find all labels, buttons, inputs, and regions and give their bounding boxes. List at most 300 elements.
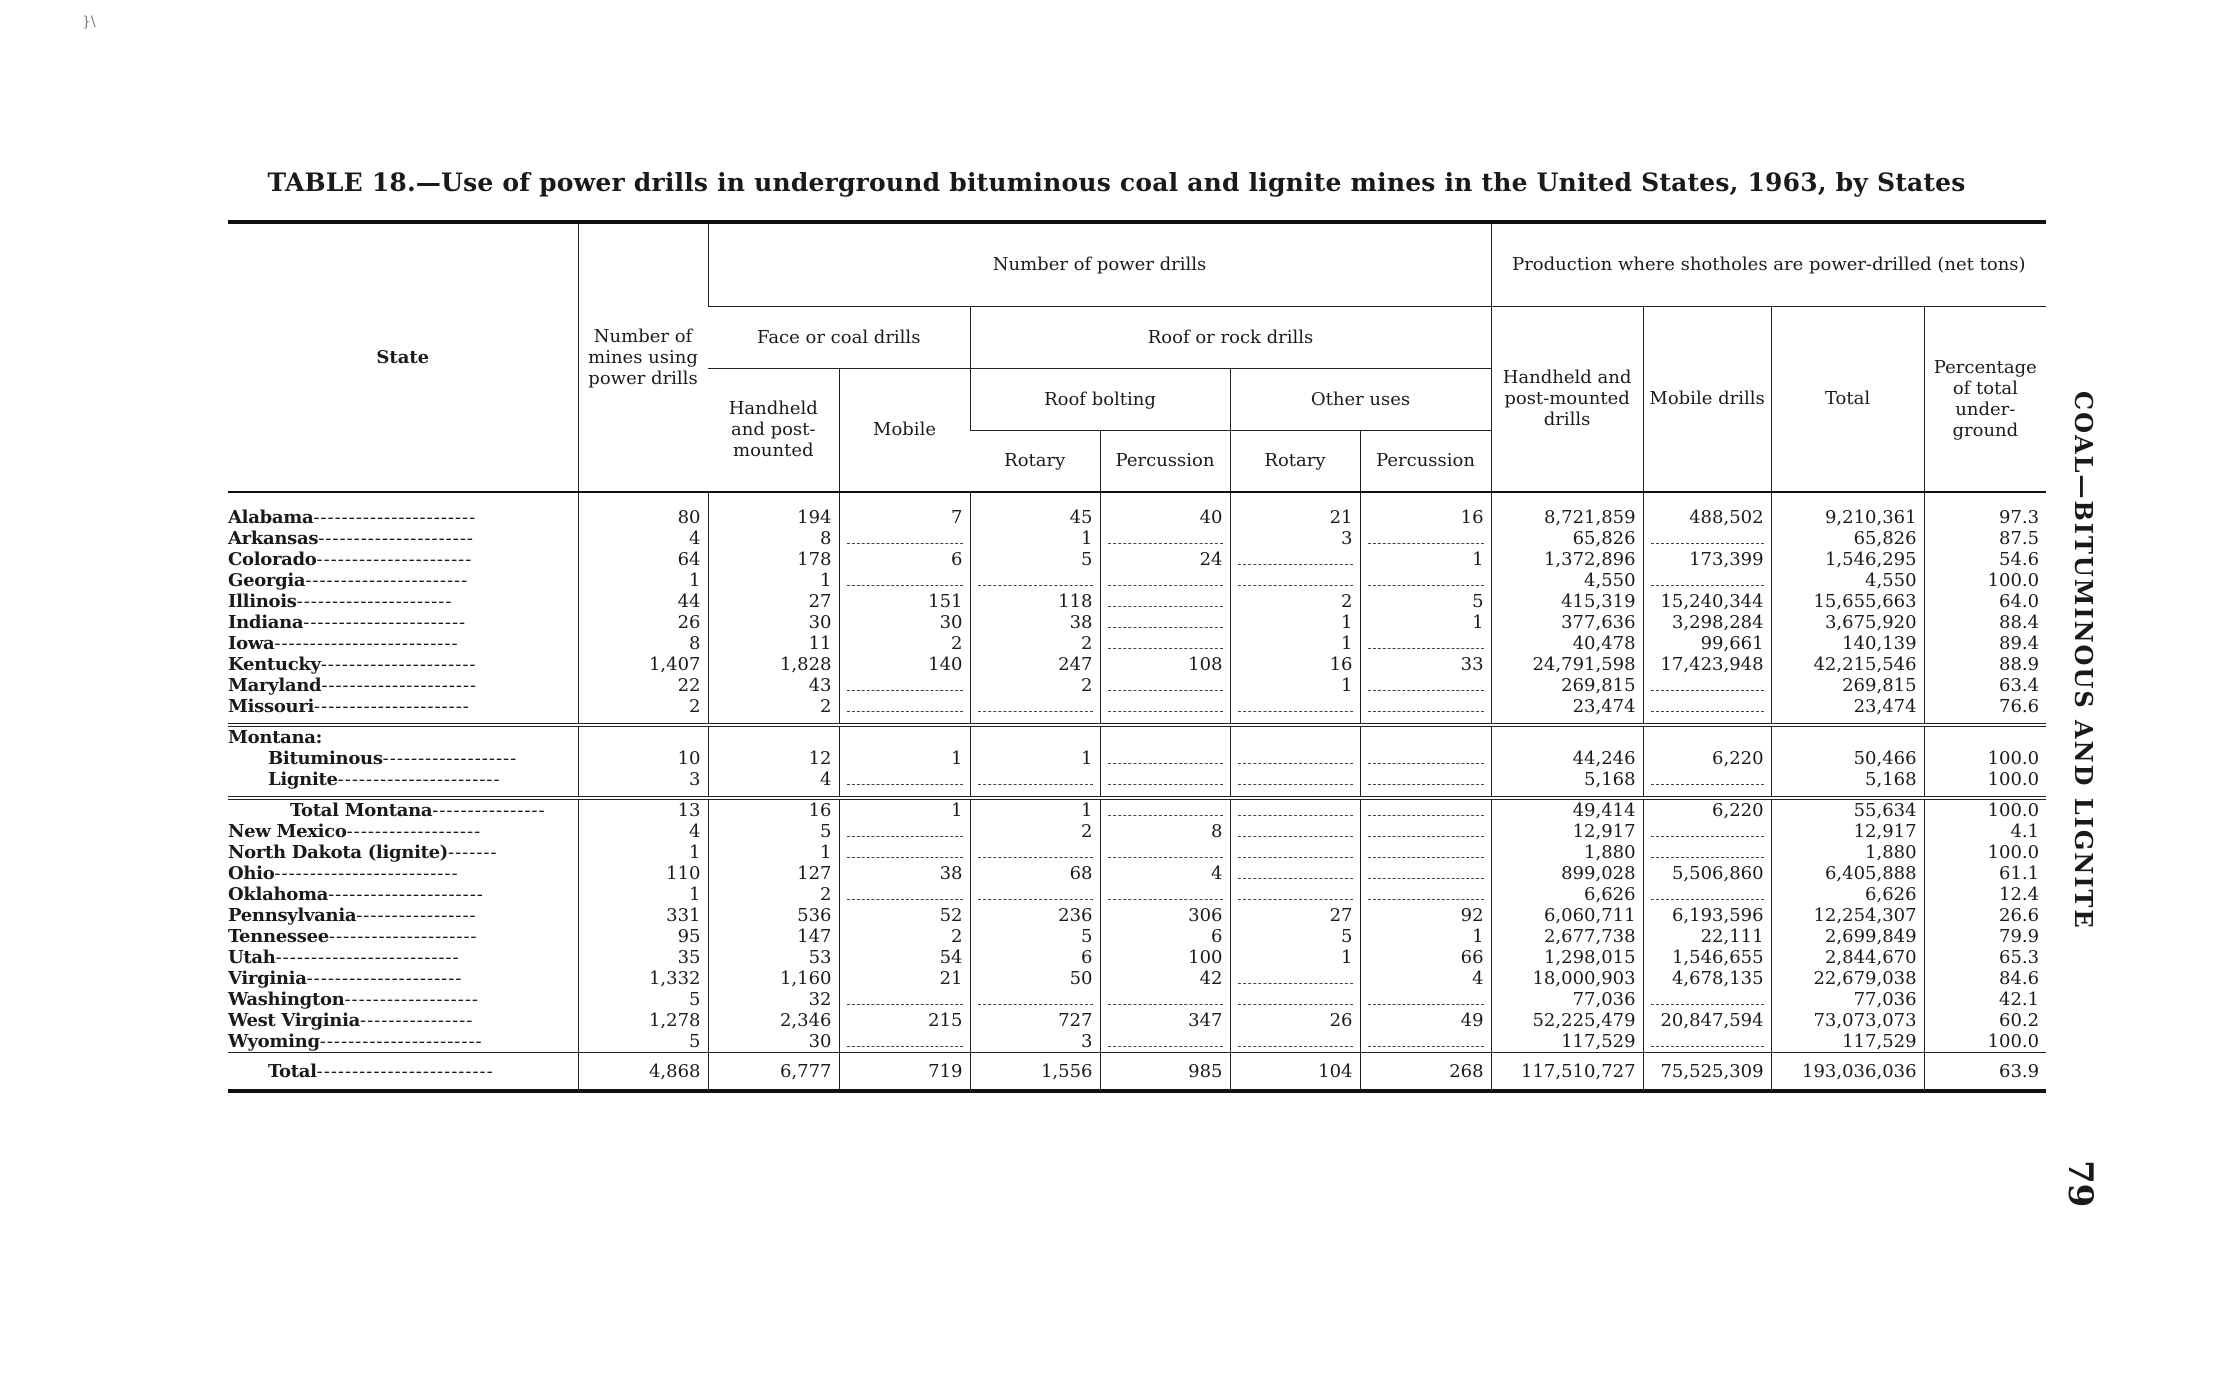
empty-dash (847, 690, 963, 691)
face-handheld-cell: 30 (708, 1031, 839, 1053)
prod-mobile-cell (1643, 696, 1771, 717)
prod-total-cell: 4,550 (1771, 570, 1924, 591)
face-handheld-cell: 4 (708, 769, 839, 790)
state-group-label: Montana: (228, 727, 322, 748)
mines-cell: 1 (578, 884, 708, 905)
percentage-cell: 100.0 (1924, 842, 2046, 863)
empty-dash (847, 585, 963, 586)
other-rotary-cell: 5 (1230, 926, 1360, 947)
face-mobile-cell: 54 (839, 947, 970, 968)
mines-cell: 8 (578, 633, 708, 654)
empty-dash (1651, 543, 1764, 544)
prod-total-cell: 193,036,036 (1771, 1053, 1924, 1092)
leader-dots: ---------------------- (306, 968, 463, 989)
empty-dash (1651, 690, 1764, 691)
table-row (228, 968, 2046, 989)
mines-cell: 22 (578, 675, 708, 696)
prod-total-cell: 269,815 (1771, 675, 1924, 696)
percentage-cell: 61.1 (1924, 863, 2046, 884)
state-name: North Dakota (lignite) (228, 842, 448, 863)
prod-total-cell: 77,036 (1771, 989, 1924, 1010)
percentage-cell: 97.3 (1924, 507, 2046, 528)
empty-dash (1651, 711, 1764, 712)
state-cell (228, 947, 578, 968)
empty-dash (1368, 1046, 1484, 1047)
other-percussion-cell (1360, 696, 1491, 717)
empty-dash (1368, 878, 1484, 879)
other-percussion-cell: 16 (1360, 507, 1491, 528)
empty-dash (1368, 784, 1484, 785)
prod-handheld-cell: 23,474 (1491, 696, 1643, 717)
empty-dash (847, 1046, 963, 1047)
mines-cell: 1 (578, 842, 708, 863)
face-handheld-cell: 147 (708, 926, 839, 947)
empty-dash (1108, 690, 1223, 691)
mines-cell: 4 (578, 528, 708, 549)
other-percussion-cell: 33 (1360, 654, 1491, 675)
empty-dash (847, 784, 963, 785)
roof-rotary-cell: 5 (970, 549, 1100, 570)
face-mobile-cell: 140 (839, 654, 970, 675)
face-mobile-cell (839, 821, 970, 842)
state-cell (228, 968, 578, 989)
table-row (228, 507, 2046, 528)
state-name: Oklahoma (228, 884, 329, 905)
face-handheld-cell: 536 (708, 905, 839, 926)
other-rotary-cell (1230, 798, 1360, 821)
roof-rotary-cell (970, 884, 1100, 905)
state-cell (228, 591, 578, 612)
prod-mobile-cell: 99,661 (1643, 633, 1771, 654)
roof-percussion-cell (1100, 591, 1230, 612)
empty-dash (847, 543, 963, 544)
prod-handheld-cell: 377,636 (1491, 612, 1643, 633)
face-handheld-cell: 32 (708, 989, 839, 1010)
empty-dash (1651, 585, 1764, 586)
roof-percussion-cell: 40 (1100, 507, 1230, 528)
header-other-uses: Other uses (1230, 368, 1491, 430)
prod-total-cell: 117,529 (1771, 1031, 1924, 1053)
face-handheld-cell: 11 (708, 633, 839, 654)
roof-rotary-cell: 1 (970, 528, 1100, 549)
table-row (228, 725, 2046, 748)
table-row (228, 633, 2046, 654)
empty-dash (1108, 606, 1223, 607)
roof-rotary-cell: 38 (970, 612, 1100, 633)
table-row (228, 989, 2046, 1010)
prod-mobile-cell: 3,298,284 (1643, 612, 1771, 633)
power-drills-table (228, 220, 2046, 1093)
state-cell (228, 612, 578, 633)
state-cell (228, 769, 578, 790)
state-cell (228, 654, 578, 675)
header-rotary: Rotary (970, 430, 1100, 492)
state-name: Maryland (228, 675, 322, 696)
prod-mobile-cell: 488,502 (1643, 507, 1771, 528)
empty-dash (1368, 648, 1484, 649)
mines-cell: 331 (578, 905, 708, 926)
face-mobile-cell (839, 842, 970, 863)
header-state: State (228, 222, 578, 492)
prod-total-cell: 23,474 (1771, 696, 1924, 717)
percentage-cell: 63.9 (1924, 1053, 2046, 1092)
state-name: Arkansas (228, 528, 319, 549)
face-handheld-cell: 27 (708, 591, 839, 612)
roof-rotary-cell: 236 (970, 905, 1100, 926)
face-mobile-cell: 52 (839, 905, 970, 926)
page-title: TABLE 18.—Use of power drills in underground bituminous coal and lignite mines in the United States, 1963, by States (267, 168, 1966, 197)
empty-dash (1368, 585, 1484, 586)
face-handheld-cell: 2 (708, 884, 839, 905)
empty-dash (1238, 763, 1353, 764)
face-handheld-cell: 1,828 (708, 654, 839, 675)
prod-mobile-cell (1643, 675, 1771, 696)
face-mobile-cell: 151 (839, 591, 970, 612)
percentage-cell: 42.1 (1924, 989, 2046, 1010)
roof-rotary-cell: 50 (970, 968, 1100, 989)
prod-handheld-cell: 44,246 (1491, 748, 1643, 769)
face-mobile-cell (839, 884, 970, 905)
face-handheld-cell: 12 (708, 748, 839, 769)
percentage-cell: 4.1 (1924, 821, 2046, 842)
prod-handheld-cell: 117,510,727 (1491, 1053, 1643, 1092)
prod-mobile-cell: 5,506,860 (1643, 863, 1771, 884)
face-handheld-cell: 16 (708, 798, 839, 821)
empty-dash (1368, 899, 1484, 900)
state-cell (228, 633, 578, 654)
table-row (228, 748, 2046, 769)
state-cell (228, 696, 578, 717)
prod-mobile-cell (1643, 570, 1771, 591)
roof-percussion-cell: 8 (1100, 821, 1230, 842)
header-percentage: Percentage of total under-ground (1924, 306, 2046, 492)
state-name: Tennessee (228, 926, 329, 947)
table-row (228, 842, 2046, 863)
table-row (228, 905, 2046, 926)
state-name: Alabama (228, 507, 314, 528)
other-percussion-cell (1360, 675, 1491, 696)
table-row (228, 549, 2046, 570)
leader-dots: ---------------- (360, 1010, 474, 1031)
mines-cell: 5 (578, 989, 708, 1010)
other-rotary-cell: 2 (1230, 591, 1360, 612)
other-percussion-cell (1360, 769, 1491, 790)
leader-dots: ------- (448, 842, 498, 863)
other-rotary-cell: 1 (1230, 675, 1360, 696)
roof-rotary-cell (970, 570, 1100, 591)
state-cell (228, 798, 578, 821)
roof-rotary-cell: 727 (970, 1010, 1100, 1031)
prod-mobile-cell (1643, 1031, 1771, 1053)
state-name: Total (268, 1060, 317, 1082)
header-prod-handheld: Handheld and post-mounted drills (1491, 306, 1643, 492)
prod-handheld-cell: 18,000,903 (1491, 968, 1643, 989)
other-rotary-cell (1230, 842, 1360, 863)
roof-rotary-cell (970, 696, 1100, 717)
state-cell (228, 1031, 578, 1053)
empty-dash (1238, 564, 1353, 565)
other-percussion-cell: 66 (1360, 947, 1491, 968)
header-roof-bolting: Roof bolting (970, 368, 1230, 430)
table-row (228, 863, 2046, 884)
face-mobile-cell: 1 (839, 798, 970, 821)
face-mobile-cell: 215 (839, 1010, 970, 1031)
empty-dash (1108, 543, 1223, 544)
empty-dash (1651, 1004, 1764, 1005)
table-row (228, 528, 2046, 549)
percentage-cell: 54.6 (1924, 549, 2046, 570)
empty-dash (1108, 1004, 1223, 1005)
other-percussion-cell (1360, 821, 1491, 842)
face-handheld-cell: 5 (708, 821, 839, 842)
leader-dots: ---------------------- (321, 675, 478, 696)
other-percussion-cell (1360, 528, 1491, 549)
prod-handheld-cell: 52,225,479 (1491, 1010, 1643, 1031)
mines-cell: 95 (578, 926, 708, 947)
table-row (228, 612, 2046, 633)
mines-cell: 35 (578, 947, 708, 968)
roof-percussion-cell: 24 (1100, 549, 1230, 570)
empty-dash (978, 784, 1093, 785)
table-row (228, 926, 2046, 947)
roof-percussion-cell (1100, 612, 1230, 633)
roof-rotary-cell: 2 (970, 821, 1100, 842)
face-mobile-cell: 21 (839, 968, 970, 989)
table-row (228, 821, 2046, 842)
leader-dots: ---------------------- (314, 696, 470, 717)
face-mobile-cell (839, 696, 970, 717)
prod-total-cell: 5,168 (1771, 769, 1924, 790)
empty-dash (1651, 784, 1764, 785)
state-cell (228, 675, 578, 696)
table-row (228, 798, 2046, 821)
roof-percussion-cell (1100, 798, 1230, 821)
page-number: 79 (2060, 1160, 2100, 1208)
table-row (228, 696, 2046, 717)
empty-dash (1108, 627, 1223, 628)
state-cell (228, 863, 578, 884)
face-handheld-cell: 194 (708, 507, 839, 528)
roof-percussion-cell (1100, 769, 1230, 790)
prod-total-cell: 73,073,073 (1771, 1010, 1924, 1031)
empty-dash (1108, 648, 1223, 649)
empty-dash (1108, 763, 1223, 764)
empty-dash (978, 857, 1093, 858)
prod-total-cell: 65,826 (1771, 528, 1924, 549)
face-mobile-cell (839, 769, 970, 790)
mines-cell: 26 (578, 612, 708, 633)
empty-dash (1368, 1004, 1484, 1005)
prod-handheld-cell: 1,372,896 (1491, 549, 1643, 570)
other-percussion-cell: 1 (1360, 549, 1491, 570)
prod-mobile-cell: 173,399 (1643, 549, 1771, 570)
state-cell (228, 507, 578, 528)
roof-percussion-cell: 42 (1100, 968, 1230, 989)
roof-rotary-cell (970, 769, 1100, 790)
state-name: Iowa (228, 633, 275, 654)
header-face-mobile: Mobile (839, 368, 970, 492)
state-name: Missouri (228, 696, 315, 717)
state-name: Virginia (228, 968, 307, 989)
prod-total-cell: 2,699,849 (1771, 926, 1924, 947)
table-row (228, 947, 2046, 968)
other-percussion-cell (1360, 633, 1491, 654)
leader-dots: -------------------------- (274, 633, 459, 654)
leader-dots: ----------------------- (303, 612, 467, 633)
prod-total-cell: 22,679,038 (1771, 968, 1924, 989)
state-name: Illinois (228, 591, 297, 612)
percentage-cell: 88.4 (1924, 612, 2046, 633)
empty-dash (1108, 711, 1223, 712)
roof-percussion-cell (1100, 842, 1230, 863)
other-percussion-cell (1360, 863, 1491, 884)
roof-rotary-cell: 118 (970, 591, 1100, 612)
roof-rotary-cell: 2 (970, 675, 1100, 696)
other-rotary-cell: 16 (1230, 654, 1360, 675)
prod-mobile-cell: 17,423,948 (1643, 654, 1771, 675)
other-rotary-cell: 1 (1230, 947, 1360, 968)
empty-dash (1238, 899, 1353, 900)
header-other-rotary: Rotary (1230, 430, 1360, 492)
state-name: Colorado (228, 549, 317, 570)
state-name: Utah (228, 947, 276, 968)
roof-rotary-cell: 1 (970, 798, 1100, 821)
empty-dash (1108, 815, 1223, 816)
face-mobile-cell: 2 (839, 926, 970, 947)
roof-percussion-cell (1100, 633, 1230, 654)
prod-total-cell: 140,139 (1771, 633, 1924, 654)
prod-total-cell: 15,655,663 (1771, 591, 1924, 612)
empty-dash (1238, 1046, 1353, 1047)
face-handheld-cell: 2 (708, 696, 839, 717)
empty-dash (1368, 815, 1484, 816)
empty-dash (1368, 836, 1484, 837)
percentage-cell: 79.9 (1924, 926, 2046, 947)
percentage-cell: 26.6 (1924, 905, 2046, 926)
prod-total-cell: 6,626 (1771, 884, 1924, 905)
table-row (228, 769, 2046, 790)
roof-rotary-cell: 6 (970, 947, 1100, 968)
header-production: Production where shotholes are power-drilled (net tons) (1491, 222, 2046, 306)
leader-dots: ------------------- (344, 989, 480, 1010)
prod-handheld-cell: 1,880 (1491, 842, 1643, 863)
other-rotary-cell (1230, 989, 1360, 1010)
face-handheld-cell: 6,777 (708, 1053, 839, 1092)
prod-handheld-cell: 415,319 (1491, 591, 1643, 612)
state-name: Total Montana (290, 800, 433, 821)
percentage-cell: 89.4 (1924, 633, 2046, 654)
prod-total-cell: 9,210,361 (1771, 507, 1924, 528)
other-rotary-cell (1230, 748, 1360, 769)
table-row (228, 654, 2046, 675)
empty-dash (1108, 585, 1223, 586)
roof-percussion-cell: 4 (1100, 863, 1230, 884)
prod-handheld-cell: 117,529 (1491, 1031, 1643, 1053)
prod-mobile-cell: 6,220 (1643, 798, 1771, 821)
header-percussion: Percussion (1100, 430, 1230, 492)
empty-dash (847, 711, 963, 712)
prod-handheld-cell: 1,298,015 (1491, 947, 1643, 968)
other-percussion-cell (1360, 989, 1491, 1010)
prod-handheld-cell: 5,168 (1491, 769, 1643, 790)
roof-rotary-cell: 45 (970, 507, 1100, 528)
prod-handheld-cell: 4,550 (1491, 570, 1643, 591)
leader-dots: ---------------------- (320, 654, 477, 675)
other-rotary-cell: 1 (1230, 633, 1360, 654)
prod-total-cell: 2,844,670 (1771, 947, 1924, 968)
empty-dash (978, 899, 1093, 900)
leader-dots: ---------------------- (318, 528, 475, 549)
leader-dots: --------------------- (328, 926, 478, 947)
header-roof-or-rock: Roof or rock drills (970, 306, 1491, 368)
face-handheld-cell: 53 (708, 947, 839, 968)
other-percussion-cell: 1 (1360, 926, 1491, 947)
mines-cell: 110 (578, 863, 708, 884)
prod-handheld-cell: 40,478 (1491, 633, 1643, 654)
roof-percussion-cell (1100, 675, 1230, 696)
state-cell (228, 884, 578, 905)
other-rotary-cell (1230, 821, 1360, 842)
empty-dash (1368, 763, 1484, 764)
mines-cell: 1,407 (578, 654, 708, 675)
leader-dots: ----------------------- (319, 1031, 483, 1052)
other-rotary-cell (1230, 696, 1360, 717)
face-handheld-cell: 178 (708, 549, 839, 570)
face-mobile-cell (839, 528, 970, 549)
state-cell (228, 842, 578, 863)
prod-total-cell: 6,405,888 (1771, 863, 1924, 884)
empty-dash (1651, 1046, 1764, 1047)
prod-handheld-cell: 65,826 (1491, 528, 1643, 549)
table-row (228, 884, 2046, 905)
empty-dash (1108, 784, 1223, 785)
prod-handheld-cell: 77,036 (1491, 989, 1643, 1010)
other-rotary-cell (1230, 549, 1360, 570)
roof-rotary-cell: 1 (970, 748, 1100, 769)
mines-cell: 10 (578, 748, 708, 769)
state-name: West Virginia (228, 1010, 360, 1031)
state-cell (228, 905, 578, 926)
prod-handheld-cell: 6,626 (1491, 884, 1643, 905)
empty-dash (1108, 1046, 1223, 1047)
other-rotary-cell (1230, 968, 1360, 989)
roof-percussion-cell: 100 (1100, 947, 1230, 968)
face-handheld-cell: 1 (708, 842, 839, 863)
roof-rotary-cell: 2 (970, 633, 1100, 654)
face-mobile-cell: 2 (839, 633, 970, 654)
state-name: Lignite (268, 769, 338, 790)
state-name: Indiana (228, 612, 304, 633)
prod-total-cell: 12,917 (1771, 821, 1924, 842)
state-cell (228, 926, 578, 947)
prod-mobile-cell (1643, 989, 1771, 1010)
mines-cell: 44 (578, 591, 708, 612)
header-face-or-coal: Face or coal drills (708, 306, 970, 368)
leader-dots: -------------------------- (275, 947, 460, 968)
state-name: Washington (228, 989, 345, 1010)
state-name: Georgia (228, 570, 306, 591)
state-cell (228, 821, 578, 842)
roof-rotary-cell: 1,556 (970, 1053, 1100, 1092)
roof-percussion-cell (1100, 570, 1230, 591)
roof-rotary-cell: 247 (970, 654, 1100, 675)
roof-percussion-cell: 985 (1100, 1053, 1230, 1092)
prod-total-cell: 3,675,920 (1771, 612, 1924, 633)
prod-handheld-cell: 49,414 (1491, 798, 1643, 821)
empty-dash (1238, 784, 1353, 785)
empty-dash (978, 585, 1093, 586)
face-mobile-cell: 719 (839, 1053, 970, 1092)
